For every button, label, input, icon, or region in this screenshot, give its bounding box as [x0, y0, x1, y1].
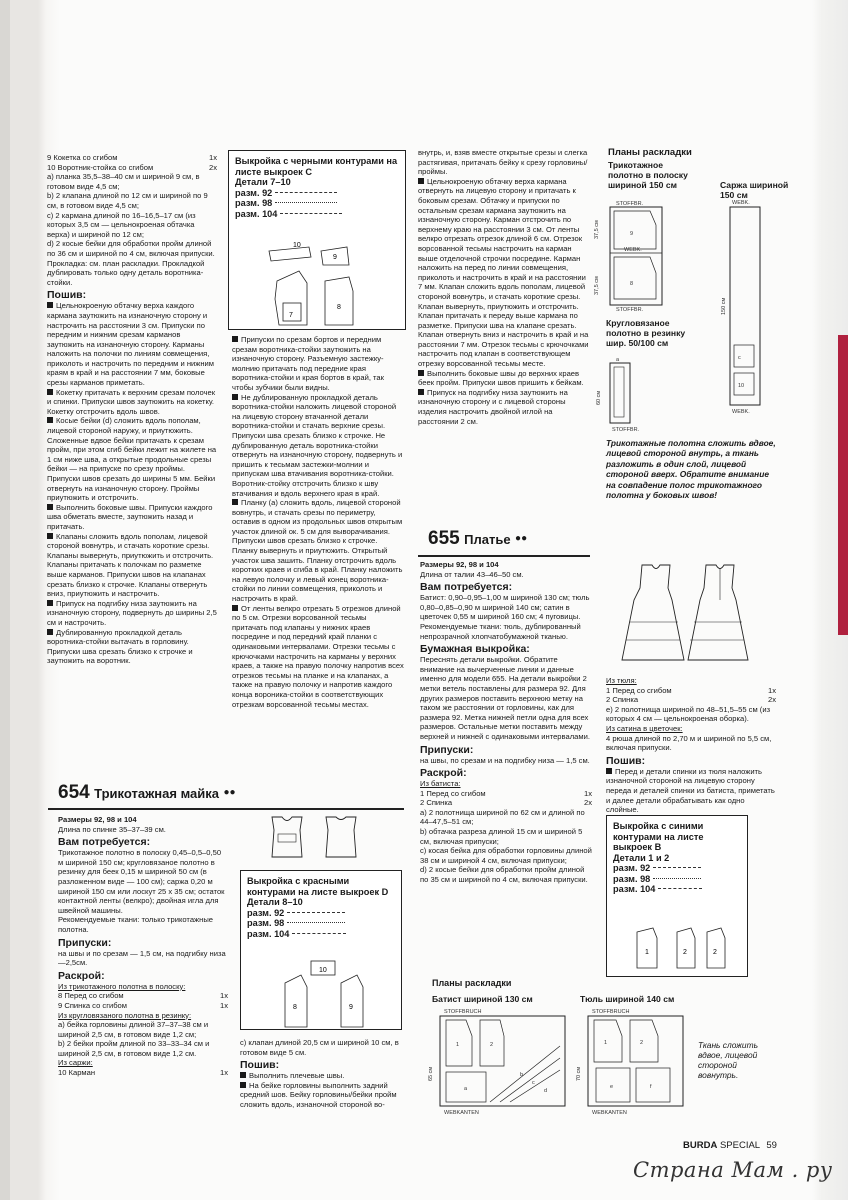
sizes-line: Размеры 92, 98 и 104	[420, 560, 499, 569]
piece-num: 10	[293, 242, 301, 249]
bullet-square-icon	[47, 417, 53, 423]
cut-extra-item: a) 2 полотнища шириной по 62 см и длиной по 44–47,5–51 см;	[420, 807, 585, 827]
svg-text:WEBK.: WEBK.	[624, 247, 642, 253]
svg-text:1: 1	[456, 1042, 460, 1048]
materials-paragraph: Трикотажное полотно в полоску 0,45–0,5–0,50 м шириной 150 см; круглoвязаное полотно в резинку для беек 0,15 м шириной 50 см (в разложенном виде — 100 см); саржа 0,20 м шириной 150 см или лоскут 25 x 35 см; остаток контактной ленты (велкро); двойная игла для швейной машины.	[58, 848, 225, 915]
svg-text:c: c	[738, 355, 741, 361]
svg-text:60 см: 60 см	[596, 390, 602, 405]
bullet-square-icon	[47, 629, 53, 635]
bullet-square-icon	[418, 178, 424, 184]
cut-extra-item: c) косая бейка для обработки горловины длиной 38 см и шириной 4 см, включая припуски;	[420, 846, 592, 865]
pattern-box-c-title: Выкройка с черными контурами на листе выкроек С	[235, 156, 398, 177]
fabric-subheading: Из батиста:	[420, 779, 461, 789]
bullet-square-icon	[47, 389, 53, 395]
bullet-square-icon	[240, 1072, 246, 1078]
layout-note: Трикотажные полотна сложить вдвое, лицевой стороной внутрь, а ткань разложить в один слой, лицевой стороной вверх. Обратите внимание на совпадение полос трикотажного полотна у боковых швов!	[606, 438, 776, 501]
svg-text:WEBK.: WEBK.	[732, 409, 750, 415]
allowance-paragraph: на швы и по срезам — 1,5 см, на подгибку низа—2,5см.	[58, 948, 226, 968]
cut-list-item: 10 Воротник-стойка со сгибом 2x	[47, 162, 217, 172]
svg-text:1: 1	[645, 949, 649, 956]
collar-instructions-column	[232, 335, 404, 709]
piece-num: 7	[289, 312, 293, 319]
svg-text:WEBKANTEN: WEBKANTEN	[592, 1110, 627, 1116]
svg-text:2: 2	[640, 1040, 644, 1046]
shirt-654-title: 654 Трикотажная майка ●●	[58, 782, 236, 803]
section-heading: Вам потребуется:	[58, 836, 151, 849]
body-paragraph: e) 2 полотнища шириной по 48–51,5–55 см (из которых 4 см — цельнокроеная оборка).	[606, 704, 771, 724]
svg-text:c: c	[532, 1080, 535, 1086]
cut-extra-item: b) обтачка разреза длиной 15 см и шириной 5 см, включая припуски;	[420, 827, 583, 846]
bullet-square-icon	[47, 504, 53, 510]
pattern-box-d-title: Выкройка с красными контурами на листе выкроек D	[247, 876, 389, 897]
batist-layout-label: Батист шириной 130 см	[432, 994, 533, 1004]
section-heading: Припуски:	[58, 936, 112, 949]
body-paragraph: Прокладка: см. план раскладки. Прокладкой дублировать только одну деталь воротника-стойки.	[47, 258, 205, 287]
vest-instructions-column	[47, 153, 217, 666]
bullet-square-icon	[47, 600, 53, 606]
cut-list-item: 9 Спинка со сгибом 1x	[58, 1000, 228, 1010]
section-heading: Вам потребуется:	[420, 581, 513, 594]
pattern-box-c	[228, 150, 406, 330]
dress-layout-title: Планы раскладки	[432, 978, 512, 988]
cut-extra-item: b) 2 бейки пройм длиной по 33–33–34 см и шириной 2,5 см, в готовом виде 1,2 см.	[58, 1039, 210, 1058]
recommended-fabrics: Рекомендуемые ткани: тюль, дублированный непрозрачной хлопчатобумажной тканью.	[420, 621, 581, 641]
svg-text:b: b	[520, 1072, 524, 1078]
cut-list-item: 10 Карман 1x	[58, 1068, 228, 1078]
magazine-edition: SPECIAL	[719, 1140, 760, 1151]
svg-text:65 см: 65 см	[428, 1066, 434, 1081]
watermark: Страна Мам . ру	[633, 1158, 833, 1182]
bullet-square-icon	[418, 389, 424, 395]
length-line: Длина от талии 43–46–50 см.	[420, 569, 524, 579]
svg-text:STOFFBRUCH: STOFFBRUCH	[592, 1009, 630, 1015]
svg-text:2: 2	[683, 949, 687, 956]
section-heading: Припуски:	[420, 743, 474, 756]
svg-text:d: d	[544, 1088, 548, 1094]
shirt-654-title-rule	[48, 808, 404, 810]
svg-text:150 см: 150 см	[721, 297, 727, 315]
bullet-square-icon	[418, 370, 424, 376]
step-paragraph: Кокетку притачать к верхним срезам полочек и спинки. Припуски швов заутюжить на кокетку. Кокетку отстрочить вдоль швов.	[47, 387, 216, 416]
length-line: Длина по спинке 35–37–39 см.	[58, 824, 166, 834]
tulle-layout-label: Тюль шириной 140 см	[580, 994, 675, 1004]
fabric-subheading: Из сатина в цветочек:	[606, 723, 683, 733]
svg-text:STOFFBR.: STOFFBR.	[616, 307, 644, 313]
pattern-box-d-parts: Детали 8–10	[247, 897, 303, 907]
section-heading: Пошив:	[240, 1059, 280, 1072]
materials-paragraph: Батист: 0,90–0,95–1,00 м шириной 130 см; тюль 0,80–0,85–0,90 м шириной 140 см; сатин в цветочек 0,55 м шириной 160 см; 4 пуговицы.	[420, 593, 590, 622]
step-paragraph: Выполнить плечевые швы.	[240, 1071, 412, 1081]
step-paragraph: Клапаны сложить вдоль пополам, лицевой стороной вовнутрь, и стачать короткие срезы. Клапаны вывернуть, приутюжить и отстрочить. Клапаны притачать к полочкам по разметке выше карманов. Припуски швов на клапанах срезать близко к строчке. Клапаны отвернуть вниз, приутюжить и настрочить.	[47, 531, 214, 599]
cut-extra-item: d) 2 косые бейки для обработки пройм длиной по 35 см и шириной по 4 см, включая припуски.	[420, 865, 588, 885]
svg-text:8: 8	[630, 281, 634, 287]
pattern-pieces-b-diagram	[607, 922, 747, 972]
pattern-box-b	[606, 815, 748, 977]
twill-fabric-label: Саржа шириной 150 см	[720, 180, 789, 200]
step-paragraph: На бейке горловины выполнить задний средний шов. Бейку горловины/бейки пройм сложить вдоль, изнаночной стороной во-	[240, 1080, 397, 1109]
section-heading: Пошив:	[606, 754, 646, 767]
size-92-line: разм. 92	[235, 188, 399, 199]
step-paragraph: Цельнокроеную обтачку верха кармана отвернуть на лицевую сторону и притачать к боковым срезам. Обтачку и припуски по остальным срезам кармана заутюжить на изнаночную сторону. Карман отстрочить по верхнему краю на расстоянии 3 см. От ленты велкро отрезать отрезок длиной 6 см. Отрезок ворсованной тесьмы настрочить на карман выше отделочной строчки посредине. Карман наложить на перед по линии совмещения, приколоть и настрочить в край и на расстоянии 7 мм. Клапан сложить вдоль пополам, лицевой стороной вовнутрь, и стачать короткие срезы. Клапан вывернуть, приутюжить и отстрочить. Клапан притачать к переду выше кармана по разметке. Припуски шва на клапане срезать. Клапан отвернуть вниз и настрочить в край и на расстоянии 7 мм. Отрезок тесьмы с крючочками настрочить под клапан в соответствующем отрезку ворсованной тесьмы месте.	[418, 176, 589, 369]
fabric-subheading: Из трикотажного полотна в полоску:	[58, 981, 186, 991]
dress-655-instructions	[420, 560, 592, 885]
svg-text:f: f	[650, 1084, 652, 1090]
bullet-square-icon	[232, 499, 238, 505]
pattern-box-c-parts: Детали 7–10	[235, 177, 291, 187]
svg-text:2: 2	[490, 1042, 494, 1048]
svg-text:WEBKANTEN: WEBKANTEN	[444, 1110, 479, 1116]
dress-655-title-rule	[418, 555, 590, 557]
body-paragraph: c) клапан длиной 20,5 см и шириной 10 см, в готовом виде 5 см.	[240, 1038, 399, 1057]
pattern-pieces-c-diagram	[229, 229, 405, 329]
dress-layout-diagram	[420, 1006, 720, 1121]
svg-text:a: a	[616, 357, 620, 363]
pattern-box-d	[240, 870, 402, 1030]
fold-note: Ткань сложить вдвое, лицевой стороной вовнутрь.	[698, 1040, 758, 1080]
page-binding	[0, 0, 10, 1200]
size-98-line: разм. 98	[613, 874, 741, 885]
step-paragraph: Припуск на подгибку низа заутюжить на изнаночную сторону, подвернуть до ширины 2,5 см и настрочить.	[47, 598, 217, 627]
cut-extra-item: a) бейка горловины длиной 37–37–38 см и шириной 2,5 см, в готовом виде 1,2 см;	[58, 1020, 209, 1039]
cut-list-item: 1 Перед со сгибом 1x	[420, 788, 592, 798]
step-paragraph: Косые бейки (d) сложить вдоль пополам, лицевой стороной наружу, и приутюжить. Сложенные вдвое бейки притачать к срезам пройм, при этом сгиб бейки лежит на жилете на 1 см ниже шва, а открытые продольные срезы бейки — на припуске по срезу проймы. Припуски швов срезать до ширины 5 мм. Бейки отвернуть на изнаночную сторону. Проймы приутюжить и отстрочить.	[47, 416, 217, 503]
body-paragraph: c) 2 кармана длиной по 16–16,5–17 см (из которых 3,5 см — цельнокроеная обтачка верха) и шириной по 12 см;	[47, 210, 196, 239]
svg-text:WEBK.: WEBK.	[732, 200, 750, 206]
svg-text:9: 9	[630, 231, 634, 237]
section-heading: Бумажная выкройка:	[420, 643, 530, 656]
section-heading: Раскрой:	[420, 767, 467, 780]
bullet-square-icon	[232, 394, 238, 400]
step-paragraph: Припуски по срезам бортов и передним срезам воротника-стойки заутюжить на изнаночную сторону. Разъемную застежку-молнию притачать под передние края воротника-стойки и края бортов в край, так чтобы зубчики были видны.	[232, 335, 384, 392]
page-footer	[683, 1140, 777, 1151]
body-paragraph: a) планка 35,5–38–40 см и шириной 9 см, в готовом виде 4,5 см;	[47, 172, 200, 191]
svg-text:37,5 см: 37,5 см	[594, 276, 600, 295]
size-104-line: разм. 104	[235, 209, 399, 220]
cut-list-item: 8 Перед со сгибом 1x	[58, 991, 228, 1001]
svg-text:8: 8	[293, 1004, 297, 1011]
page-number: 59	[766, 1140, 777, 1151]
pattern-box-b-parts: Детали 1 и 2	[613, 852, 670, 863]
size-98-line: разм. 98	[235, 198, 399, 209]
svg-text:STOFFBRUCH: STOFFBRUCH	[444, 1009, 482, 1015]
shirt-654-sketch	[262, 812, 382, 862]
rib-fabric-label: Круглoвязаное полотно в резинку шир. 50/100 см	[606, 318, 686, 348]
body-paragraph: внутрь, и, взяв вместе открытые срезы и слегка растягивая, притачать бейку к срезу горловины/проймы.	[418, 148, 588, 177]
pattern-paragraph: Переснять детали выкройки. Обратите внимание на вычерченные линии и данные именно для модели 655. На детали выкройки 2 мeтки ветель поставлены для размера 92. Для других размеров поставить верхнюю метку на таком же расстоянии от горловины, как для размера 92. Метка нижней петли одна для всех размеров. Остальные метки поставить между верхней и нижней с одинаковыми интервалами.	[420, 655, 590, 741]
cut-list-item: 1 Перед со сгибом 1x	[606, 685, 776, 695]
shirt-654-instructions	[58, 815, 228, 1078]
fabric-subheading: Из саржи:	[58, 1058, 93, 1068]
svg-text:70 см: 70 см	[576, 1066, 582, 1081]
step-paragraph: Перед и детали спинки из тюля наложить изнаночной стороной на лицевую сторону переда и деталей спинки из батиста, приметать и далее детали обрабатывать как одно слойные.	[606, 766, 775, 815]
svg-text:9: 9	[349, 1004, 353, 1011]
bullet-square-icon	[240, 1082, 246, 1088]
svg-text:1: 1	[604, 1040, 608, 1046]
dress-655-sketch	[612, 560, 762, 670]
piece-num: 9	[333, 254, 337, 261]
body-paragraph: 4 рюша длиной по 2,70 м и шириной по 5,5 см, включая припуски.	[606, 733, 772, 753]
svg-text:a: a	[464, 1086, 468, 1092]
svg-text:10: 10	[319, 967, 327, 974]
bullet-square-icon	[47, 302, 53, 308]
shirt-instructions-continued	[418, 148, 590, 426]
section-heading: Пошив:	[47, 289, 87, 302]
step-paragraph: Не дублированную прокладкой деталь воротника-стойки наложить лицевой стороной на лицевую сторону втачанной детали воротника-стойки и стачать верхние срезы. Припуски шва срезать близко к строчке. Не дублированную деталь воротника-стойки отвернуть на изнаночную сторону, подвернуть и пришить к тесьмам застежки-молнии и припускам шва втачивания воротника-стойки. Воротник-стойку отстрочить близко к шву втачивания и вдоль верхнего края в край.	[232, 392, 403, 498]
piece-num: 8	[337, 304, 341, 311]
fabric-subheading: Из круглoвязаного полотна в резинку:	[58, 1010, 192, 1020]
size-92-line: разм. 92	[247, 908, 395, 919]
dress-655-instructions-right	[606, 676, 776, 815]
step-paragraph: Планку (а) сложить вдоль, лицевой стороной вовнутрь, и стачать срезы по периметру, оставив в одном из продольных швов открытым участок длиной ок. 5 см для выворачивания. Припуски швов срезать близко к строчке. Планку вывернуть и приутюжить. Открытый участок шва зашить. Планку отстрочить вдоль коротких краев и сгиба в край. Планку наложить на левую полочку и левый конец воротника-стойки по линии совмещения, приколоть и настрочить в край.	[232, 498, 403, 604]
svg-text:e: e	[610, 1084, 614, 1090]
step-paragraph: Припуск на подгибку низа заутюжить на изнаночную сторону и с лицевой стороны изделия настрочить двойной иглой на расстоянии 2 см.	[418, 387, 568, 426]
sizes-line: Размеры 92, 98 и 104	[58, 815, 137, 824]
pattern-pieces-d-diagram	[241, 955, 401, 1031]
step-paragraph: Цельнокроеную обтачку верха каждого кармана заутюжить на изнаночную сторону и настрочить на расстоянии 3 см. Припуски по передним и нижним срезам карманов заутюжить на изнаночную сторону. Карманы наложить на полочки по линиям совмещения, приколоть и настрочить по передним и нижним краям в край и на расстоянии 7 мм, боковые срезы карманов приметать.	[47, 301, 215, 388]
magazine-brand: BURDA	[683, 1140, 718, 1151]
bullet-square-icon	[232, 336, 238, 342]
size-104-line: разм. 104	[247, 929, 395, 940]
step-paragraph: Дублированную прокладкой деталь воротника-стойки вытачать в горловину. Припуски шва срезать близко к строчке и заутюжить на воротник.	[47, 627, 193, 666]
pattern-box-b-title: Выкройка с синими контурами на листе выкроек В	[613, 821, 704, 852]
bullet-square-icon	[232, 605, 238, 611]
cut-list-item: 9 Кокетка со сгибом 1x	[47, 153, 217, 162]
allowance-paragraph: на швы, по срезам и на подгибку низа — 1,5 см.	[420, 755, 590, 765]
svg-text:37,5 см: 37,5 см	[594, 220, 600, 239]
svg-text:10: 10	[738, 383, 745, 389]
cut-list-item: 2 Спинка 2x	[420, 798, 592, 808]
size-92-line: разм. 92	[613, 863, 741, 874]
dress-655-title: 655 Платье ●●	[428, 528, 528, 549]
jersey-fabric-label: Трикотажное полотно в полоску шириной 150 см	[608, 160, 688, 190]
step-paragraph: Выполнить боковые швы до верхних краев беек пройм. Припуски швов пришить к бейкам.	[418, 368, 584, 388]
svg-text:STOFFBR.: STOFFBR.	[612, 427, 640, 433]
cut-list-item: 2 Спинка 2x	[606, 695, 776, 705]
page-edge-tab	[838, 335, 848, 635]
fabric-subheading: Из тюля:	[606, 676, 637, 685]
size-98-line: разм. 98	[247, 918, 395, 929]
body-paragraph: d) 2 косые бейки для обработки пройм длиной по 36 см и шириной по 4 см, включая припуски.	[47, 239, 215, 258]
section-heading: Раскрой:	[58, 969, 105, 982]
body-paragraph: b) 2 клапана длиной по 12 см и шириной по 9 см, в готовом виде 4,5 см;	[47, 191, 208, 210]
bullet-square-icon	[47, 533, 53, 539]
shirt-654-sewing	[240, 1038, 412, 1110]
layout-plans-title: Планы раскладки	[608, 147, 692, 158]
svg-text:STOFFBR.: STOFFBR.	[616, 201, 644, 207]
step-paragraph: Выполнить боковые швы. Припуски каждого шва обметать вместе, заутюжить назад и притачать.	[47, 502, 213, 531]
bullet-square-icon	[606, 768, 612, 774]
step-paragraph: От ленты велкро отрезать 5 отрезков длиной по 5 см. Отрезки ворсованной тесьмы притачать под клапаны у нижних краев посредине и под передний край планки с одинаковыми интервалами. Отрезки тесьмы с крючочками настрочить на карманы у верхних краев, а также на правую полочку напротив всех отрезков тесьмы на планке и на клапанах, а также на правую полочку и напротив каждого конца вороника-стойки в соответствующих отрезкам ворсованной тесьмы местах.	[232, 603, 404, 709]
svg-text:2: 2	[713, 949, 717, 956]
size-104-line: разм. 104	[613, 884, 741, 895]
recommended-fabrics: Рекомендуемые ткани: только трикотажные полотна.	[58, 915, 214, 934]
